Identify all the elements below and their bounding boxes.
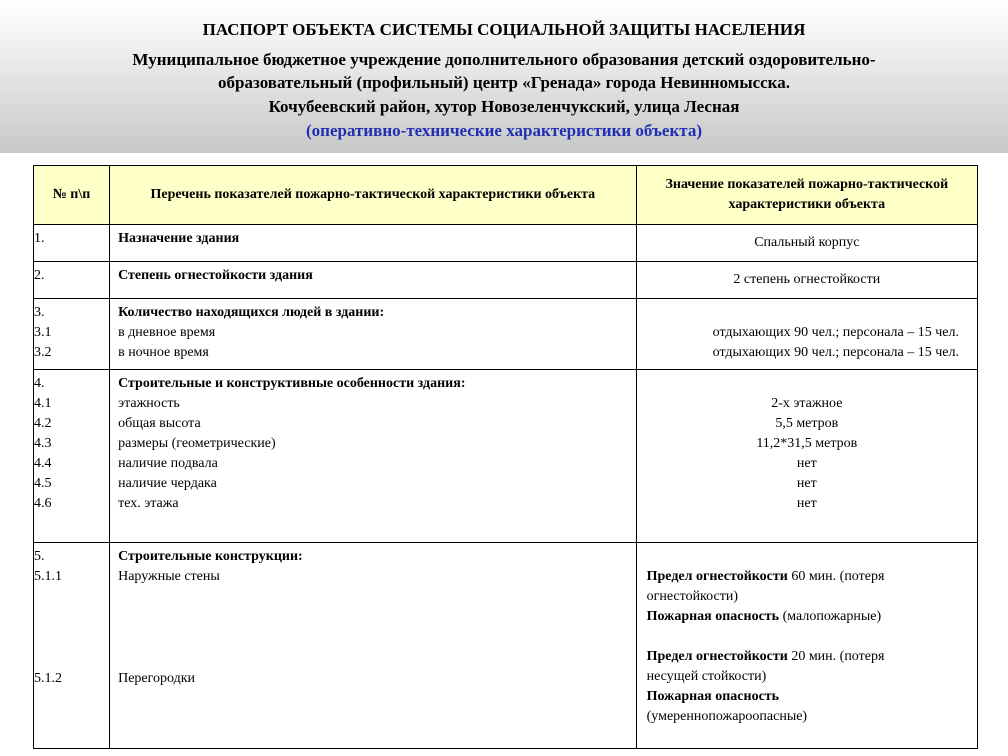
sub-num-text: 4.3 bbox=[34, 436, 52, 451]
sub-num-text: 3.1 bbox=[34, 325, 52, 340]
sub-value-text: нет bbox=[796, 496, 817, 511]
row-label bbox=[110, 543, 637, 749]
row-value-text: Спальный корпус bbox=[754, 235, 860, 250]
row-value bbox=[636, 299, 977, 370]
sub-num-text: 5.1.2 bbox=[34, 671, 62, 686]
organization-line-2: образовательный (профильный) центр «Гренада» города Невинномысска. bbox=[218, 73, 790, 92]
sub-label-text: Перегородки bbox=[118, 671, 196, 686]
row-value bbox=[636, 543, 977, 749]
header-indicator bbox=[110, 166, 637, 225]
row-num-text: 2. bbox=[34, 268, 45, 283]
fire-hazard-value: (умереннопожароопасные) bbox=[646, 709, 808, 724]
page-title: ПАСПОРТ ОБЪЕКТА СИСТЕМЫ СОЦИАЛЬНОЙ ЗАЩИТЫ НАСЕЛЕНИЯ bbox=[202, 20, 806, 39]
row-label bbox=[110, 262, 637, 299]
header-value-text: Значение показателей пожарно-тактической характеристики объекта bbox=[665, 177, 949, 212]
sub-label-text: в ночное время bbox=[118, 345, 209, 360]
row-label bbox=[110, 370, 637, 543]
table-row bbox=[34, 370, 978, 543]
table-row bbox=[34, 543, 978, 749]
row-label-text: Назначение здания bbox=[118, 231, 240, 246]
sub-value-fire-limit bbox=[647, 647, 937, 687]
header-banner bbox=[0, 0, 1008, 153]
sub-num-text: 3.2 bbox=[34, 345, 52, 360]
header-num: № п\п bbox=[34, 166, 110, 225]
fire-hazard-label: Пожарная опасность bbox=[646, 609, 780, 624]
row-label-text: Строительные конструкции: bbox=[118, 549, 303, 564]
sub-label-text: наличие чердака bbox=[118, 476, 217, 491]
row-num-text: 5. bbox=[34, 549, 45, 564]
sub-label-text: размеры (геометрические) bbox=[118, 436, 276, 451]
fire-limit-value: 20 мин. (потеря несущей стойкости) bbox=[646, 649, 885, 684]
row-num bbox=[34, 299, 110, 370]
sub-num-text: 4.5 bbox=[34, 476, 52, 491]
table-row bbox=[34, 262, 978, 299]
header-value bbox=[636, 166, 977, 225]
sub-label-text: Наружные стены bbox=[118, 569, 220, 584]
fire-limit-value: 60 мин. (потеря огнестойкости) bbox=[646, 569, 885, 604]
sub-value-fire-limit bbox=[647, 567, 937, 607]
address-line: Кочубеевский район, хутор Новозеленчукский, улица Лесная bbox=[268, 97, 740, 116]
sub-num-text: 4.4 bbox=[34, 456, 52, 471]
sub-label-text: тех. этажа bbox=[118, 496, 179, 511]
sub-value-fire-hazard bbox=[647, 687, 937, 727]
row-num bbox=[34, 262, 110, 299]
table-header-row bbox=[34, 166, 978, 225]
sub-value-text: отдыхающих 90 чел.; персонала – 15 чел. bbox=[712, 345, 959, 360]
fire-limit-label: Предел огнестойкости bbox=[646, 649, 788, 664]
subtitle: (оперативно-технические характеристики объекта) bbox=[306, 121, 702, 140]
sub-label-text: общая высота bbox=[118, 416, 201, 431]
row-num bbox=[34, 225, 110, 262]
sub-label-text: в дневное время bbox=[118, 325, 216, 340]
header-indicator-text: Перечень показателей пожарно-тактической характеристики объекта bbox=[150, 187, 596, 202]
fire-limit-label: Предел огнестойкости bbox=[646, 569, 788, 584]
sub-value-text: 2-х этажное bbox=[771, 396, 843, 411]
sub-label-text: наличие подвала bbox=[118, 456, 218, 471]
table-row bbox=[34, 299, 978, 370]
organization-line-1: Муниципальное бюджетное учреждение дополнительного образования детский оздоровительно- bbox=[132, 50, 876, 69]
table-row bbox=[34, 225, 978, 262]
row-value bbox=[636, 225, 977, 262]
sub-value-text: 11,2*31,5 метров bbox=[756, 436, 858, 451]
row-num bbox=[34, 543, 110, 749]
sub-value-text: нет bbox=[796, 476, 817, 491]
row-value bbox=[636, 370, 977, 543]
sub-num-text: 4.2 bbox=[34, 416, 52, 431]
sub-value-text: отдыхающих 90 чел.; персонала – 15 чел. bbox=[712, 325, 959, 340]
row-label-text: Количество находящихся людей в здании: bbox=[118, 305, 385, 320]
row-num-text: 4. bbox=[34, 376, 45, 391]
row-label bbox=[110, 225, 637, 262]
row-label-text: Строительные и конструктивные особенности здания: bbox=[118, 376, 466, 391]
row-label bbox=[110, 299, 637, 370]
sub-label-text: этажность bbox=[118, 396, 180, 411]
row-num-text: 3. bbox=[34, 305, 45, 320]
sub-value-fire-hazard bbox=[647, 607, 937, 627]
fire-hazard-value: (малопожарные) bbox=[779, 609, 882, 624]
sub-value-text: нет bbox=[796, 456, 817, 471]
row-num-text: 1. bbox=[34, 231, 45, 246]
sub-num-text: 5.1.1 bbox=[34, 569, 62, 584]
row-num bbox=[34, 370, 110, 543]
sub-value-text: 5,5 метров bbox=[775, 416, 839, 431]
row-value-text: 2 степень огнестойкости bbox=[733, 272, 881, 287]
row-value bbox=[636, 262, 977, 299]
sub-num-text: 4.6 bbox=[34, 496, 52, 511]
sub-num-text: 4.1 bbox=[34, 396, 52, 411]
row-label-text: Степень огнестойкости здания bbox=[118, 268, 313, 283]
characteristics-table bbox=[33, 165, 978, 749]
fire-hazard-label: Пожарная опасность bbox=[646, 689, 780, 704]
